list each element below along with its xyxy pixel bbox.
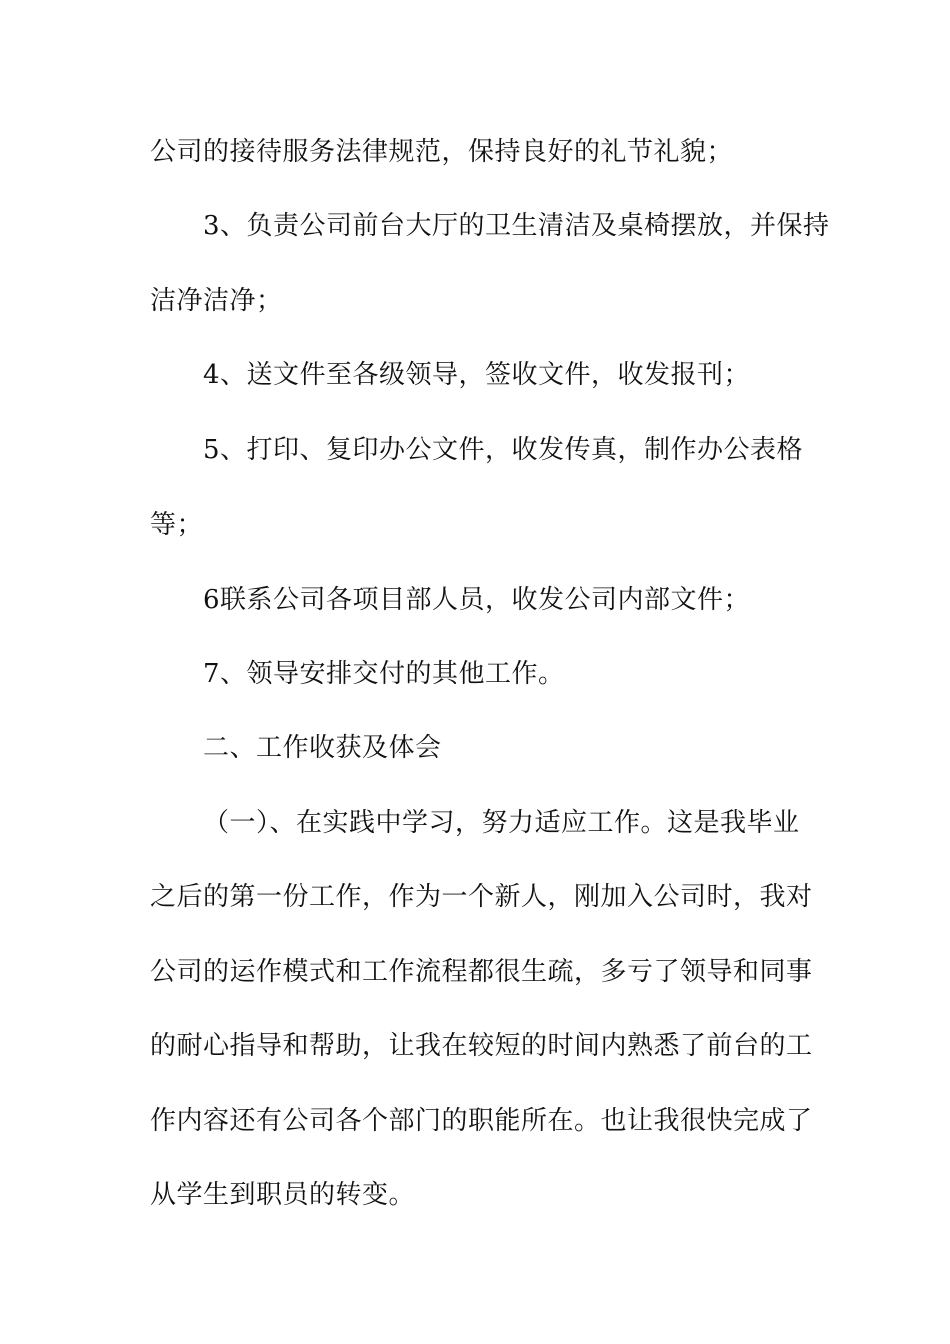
text-line-12: 公司的运作模式和工作流程都很生疏，多亏了领导和同事 xyxy=(150,957,813,987)
section-heading: 二、工作收获及体会 xyxy=(203,733,442,763)
text-line-4: 4、送文件至各级领导，签收文件，收发报刊； xyxy=(203,360,751,390)
text-line-5: 5、打印、复印办公文件，收发传真，制作办公表格 xyxy=(203,435,804,465)
text-line-15: 从学生到职员的转变。 xyxy=(150,1180,416,1210)
text-line-10: （一）、在实践中学习，努力适应工作。这是我毕业 xyxy=(203,808,800,838)
text-line-3: 洁净洁净； xyxy=(150,286,283,316)
text-line-13: 的耐心指导和帮助，让我在较短的时间内熟悉了前台的工 xyxy=(150,1031,813,1061)
text-line-11: 之后的第一份工作，作为一个新人，刚加入公司时，我对 xyxy=(150,882,813,912)
text-line-1: 公司的接待服务法律规范，保持良好的礼节礼貌； xyxy=(150,137,734,167)
text-line-8: 7、领导安排交付的其他工作。 xyxy=(203,659,565,689)
text-line-2: 3、负责公司前台大厅的卫生清洁及桌椅摆放，并保持 xyxy=(203,211,830,241)
text-line-7: 6联系公司各项目部人员，收发公司内部文件； xyxy=(203,585,751,615)
text-line-6: 等； xyxy=(150,510,204,540)
text-line-14: 作内容还有公司各个部门的职能所在。也让我很快完成了 xyxy=(150,1106,813,1136)
